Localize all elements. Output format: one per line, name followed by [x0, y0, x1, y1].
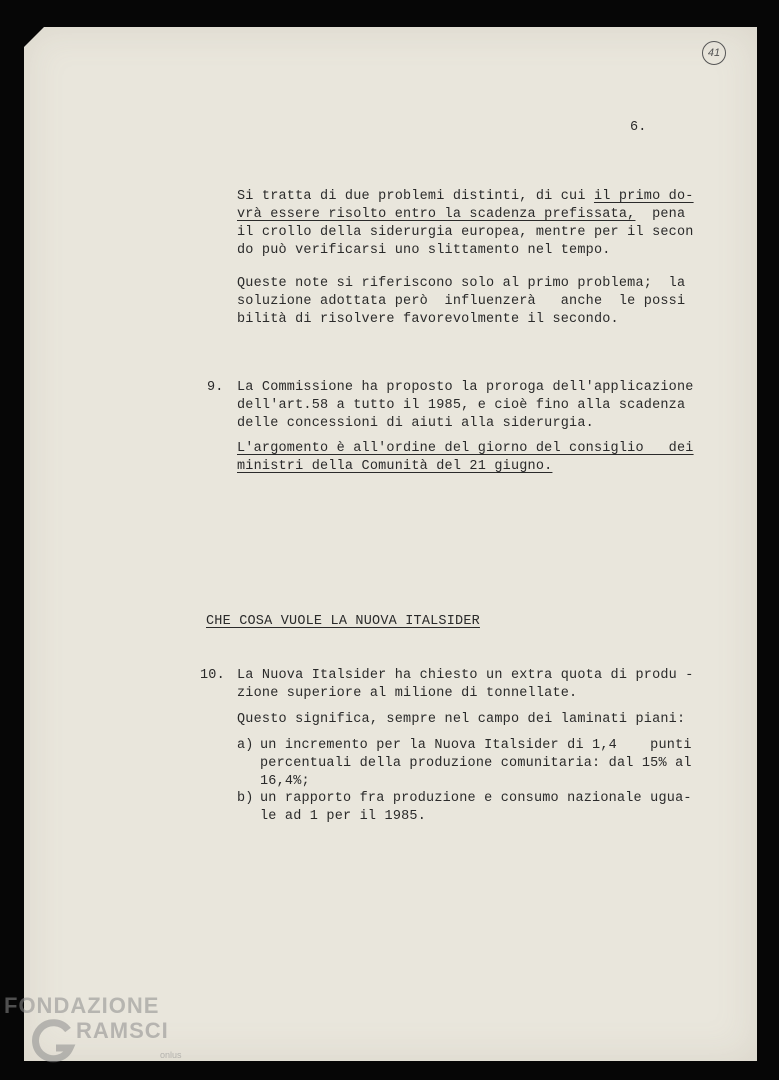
intro-line-1: Si tratta di due problemi distinti, di cui il primo do-: [237, 189, 694, 204]
notes-line-2: soluzione adottata però influenzerà anche le possi: [237, 294, 686, 309]
point-b-line-2: le ad 1 per il 1985.: [260, 809, 427, 824]
point-a-label: a): [237, 738, 254, 753]
item10-line-1: La Nuova Italsider ha chiesto un extra quota di produ -: [237, 668, 694, 683]
item9-line-2: dell'art.58 a tutto il 1985, e cioè fino alla scadenza: [237, 398, 686, 413]
intro-line-2: vrà essere risolto entro la scadenza prefissata, pena: [237, 207, 686, 222]
document-page: [24, 27, 757, 1061]
point-a-line-1: un incremento per la Nuova Italsider di 1,4 punti: [260, 738, 692, 753]
item9-underlined-line-1: L'argomento è all'ordine del giorno del consiglio dei: [237, 441, 694, 456]
item9-line-3: delle concessioni di aiuti alla siderurgia.: [237, 416, 594, 431]
point-b-label: b): [237, 791, 254, 806]
point-a-line-2: percentuali della produzione comunitaria: dal 15% al: [260, 756, 692, 771]
item9-line-1: La Commissione ha proposto la proroga dell'applicazione: [237, 380, 694, 395]
watermark-small: onlus: [160, 1050, 182, 1060]
watermark-line-2: RAMSCI: [76, 1018, 169, 1043]
point-b-line-1: un rapporto fra produzione e consumo nazionale ugua-: [260, 791, 692, 806]
watermark-line-1: FONDAZIONE: [4, 993, 160, 1018]
intro-line-3: il crollo della siderurgia europea, mentre per il secon: [237, 225, 694, 240]
item10-meaning: Questo significa, sempre nel campo dei laminati piani:: [237, 712, 686, 727]
intro-line-4: do può verificarsi uno slittamento nel tempo.: [237, 243, 611, 258]
page-number: 6.: [630, 120, 647, 135]
section-heading: CHE COSA VUOLE LA NUOVA ITALSIDER: [206, 614, 480, 629]
page-corner: [24, 27, 44, 47]
item9-number: 9.: [207, 380, 224, 395]
archive-number-stamp: 41: [702, 41, 726, 65]
item10-line-2: zione superiore al milione di tonnellate.: [237, 686, 578, 701]
watermark-g-logo-icon: [30, 1018, 76, 1064]
item9-underlined-line-2: ministri della Comunità del 21 giugno.: [237, 459, 553, 474]
notes-line-3: bilità di risolvere favorevolmente il secondo.: [237, 312, 619, 327]
item10-number: 10.: [200, 668, 225, 683]
point-a-line-3: 16,4%;: [260, 774, 310, 789]
notes-line-1: Queste note si riferiscono solo al primo problema; la: [237, 276, 686, 291]
